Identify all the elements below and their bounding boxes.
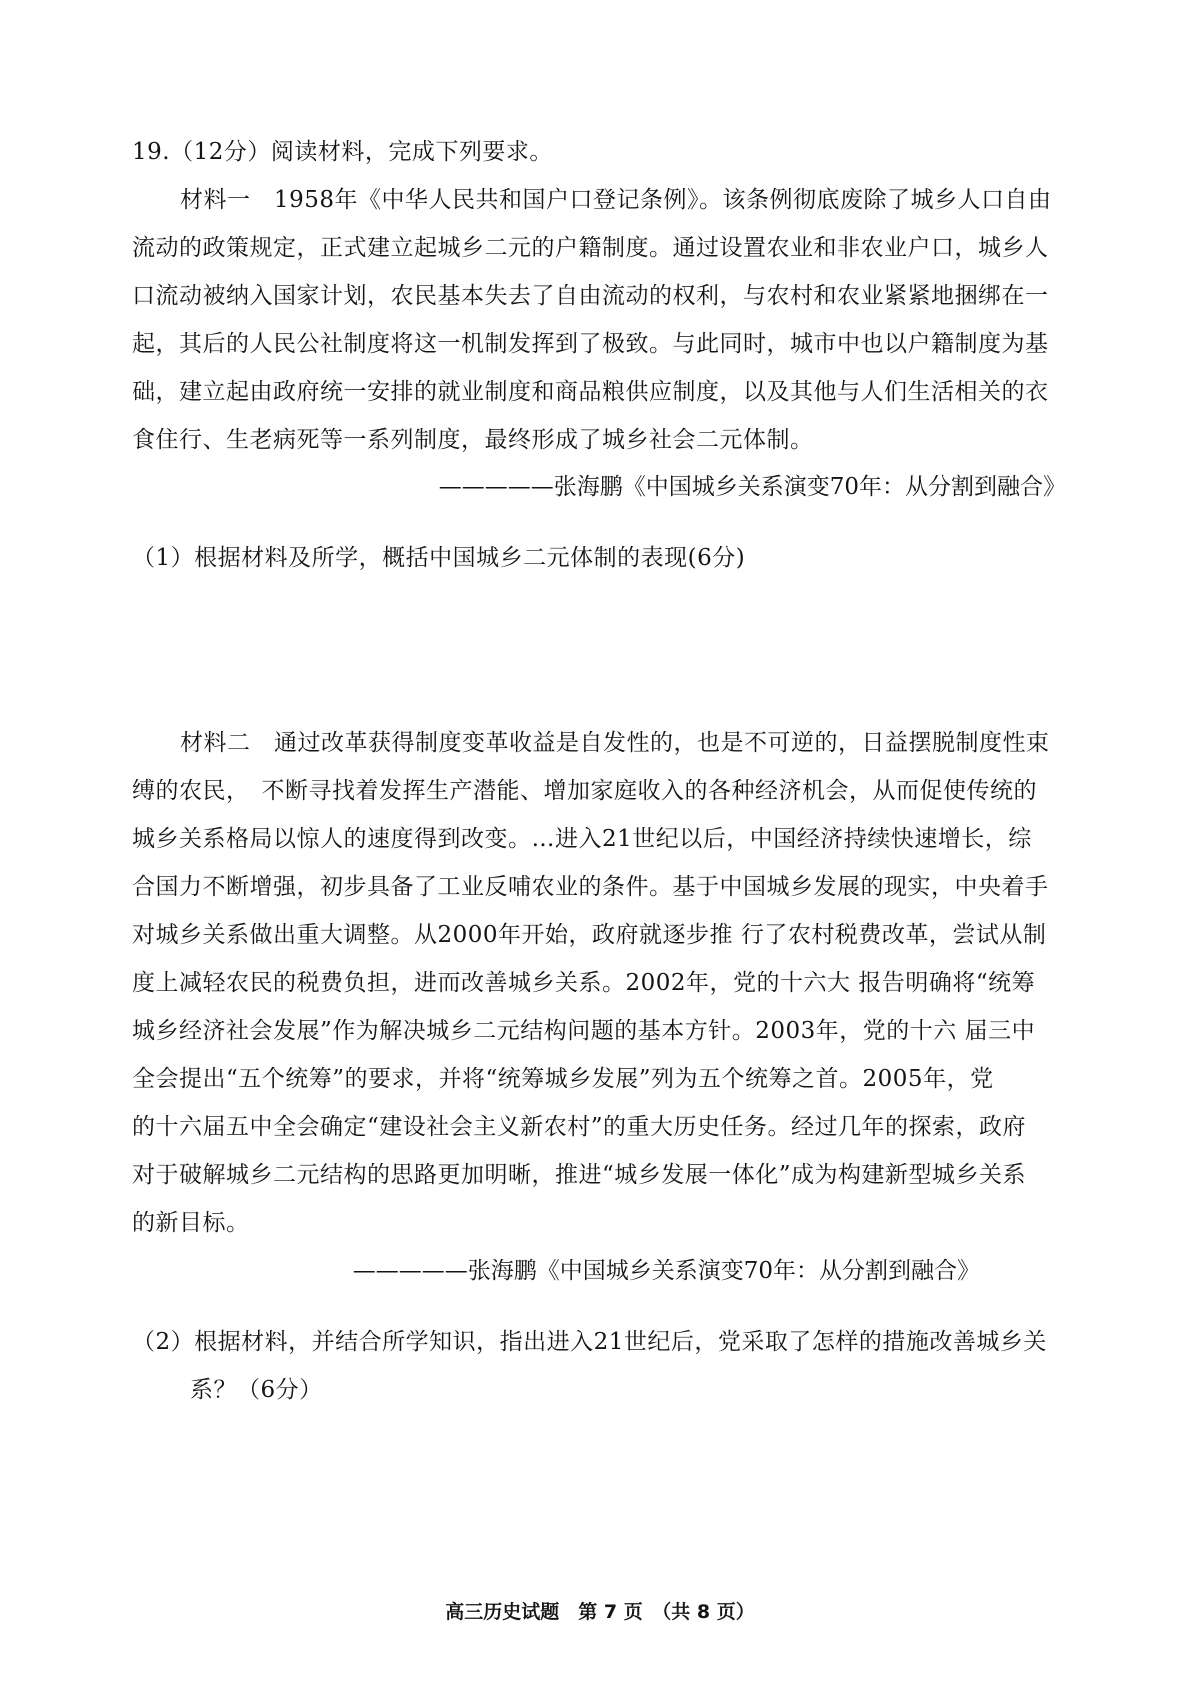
page-footer: 高三历史试题 第 7 页 （共 8 页）: [445, 1601, 755, 1623]
material-two-line: 对于破解城乡二元结构的思路更加明晰，推进“城乡发展一体化”成为构建新型城乡关系: [132, 1162, 1027, 1188]
material-one-line: 础，建立起由政府统一安排的就业制度和商品粮供应制度，以及其他与人们生活相关的衣: [132, 379, 1049, 405]
material-one-line: 起，其后的人民公社制度将这一机制发挥到了极致。与此同时，城市中也以户籍制度为基: [132, 331, 1049, 357]
material-two-line: 对城乡关系做出重大调整。从2000年开始，政府就逐步推 行了农村税费改革，尝试从制: [132, 922, 1047, 948]
material-two-line: 缚的农民， 不断寻找着发挥生产潜能、增加家庭收入的各种经济机会，从而促使传统的: [132, 778, 1037, 804]
question-heading: 19.（12分）阅读材料，完成下列要求。: [132, 139, 553, 165]
material-two-source: —————张海鹏《中国城乡关系演变70年：从分割到融合》: [352, 1258, 980, 1284]
material-two-line: 的十六届五中全会确定“建设社会主义新农村”的重大历史任务。经过几年的探索，政府: [132, 1114, 1027, 1140]
sub-question-one: （1）根据材料及所学，概括中国城乡二元体制的表现(6分): [132, 545, 746, 571]
material-one-line: 流动的政策规定，正式建立起城乡二元的户籍制度。通过设置农业和非农业户口，城乡人: [132, 235, 1049, 261]
material-two-line: 城乡经济社会发展”作为解决城乡二元结构问题的基本方针。2003年，党的十六 届三中: [132, 1018, 1036, 1044]
material-one-line: 食住行、生老病死等一系列制度，最终形成了城乡社会二元体制。: [132, 427, 814, 453]
material-one-line: 材料一 1958年《中华人民共和国户口登记条例》。该条例彻底废除了城乡人口自由: [180, 187, 1052, 213]
material-two-line: 的新目标。: [132, 1210, 250, 1236]
material-two-line: 合国力不断增强，初步具备了工业反哺农业的条件。基于中国城乡发展的现实，中央着手: [132, 874, 1049, 900]
material-one-source: —————张海鹏《中国城乡关系演变70年：从分割到融合》: [438, 474, 1066, 500]
material-two-line: 城乡关系格局以惊人的速度得到改变。…进入21世纪以后，中国经济持续快速增长，综: [132, 826, 1032, 852]
sub-question-two-line1: （2）根据材料，并结合所学知识，指出进入21世纪后，党采取了怎样的措施改善城乡关: [132, 1329, 1047, 1355]
material-one-line: 口流动被纳入国家计划，农民基本失去了自由流动的权利，与农村和农业紧紧地捆绑在一: [132, 283, 1049, 309]
material-two-line: 全会提出“五个统筹”的要求，并将“统筹城乡发展”列为五个统筹之首。2005年，党: [132, 1066, 994, 1092]
sub-question-two-line2: 系？（6分）: [190, 1377, 323, 1403]
material-two-line: 度上减轻农民的税费负担，进而改善城乡关系。2002年，党的十六大 报告明确将“统筹: [132, 970, 1036, 996]
material-two-line: 材料二 通过改革获得制度变革收益是自发性的，也是不可逆的，日益摆脱制度性束: [180, 730, 1050, 756]
